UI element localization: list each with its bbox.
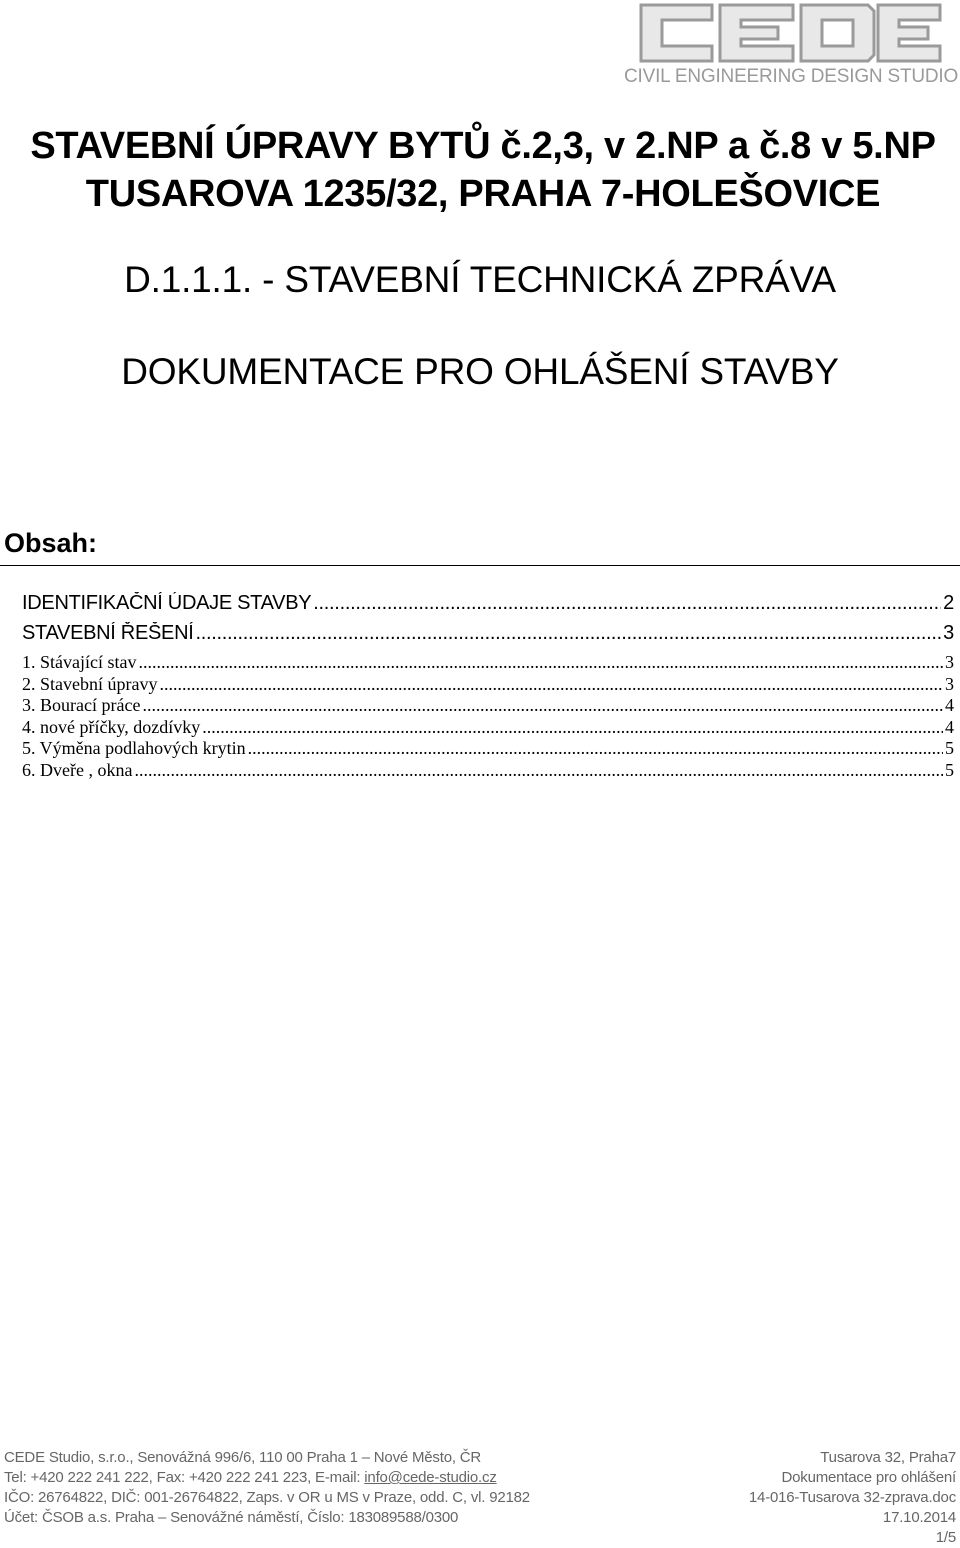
footer-file-name: 14-016-Tusarova 32-zprava.doc (748, 1489, 956, 1506)
footer-contact (4, 1468, 497, 1488)
footer-project-address: Tusarova 32, Praha7 (820, 1449, 956, 1466)
title-line-2: TUSAROVA 1235/32, PRAHA 7-HOLEŠOVICE (85, 173, 881, 215)
toc-entry-page: 5 (945, 759, 954, 780)
toc-entry-page: 4 (945, 695, 954, 715)
footer-page-number: 1/5 (935, 1529, 956, 1546)
toc-entry-page: 2 (943, 592, 954, 614)
toc-entry-label: IDENTIFIKAČNÍ ÚDAJE STAVBY (22, 592, 312, 614)
toc-entry[interactable] (22, 674, 954, 696)
toc-leader (202, 717, 943, 738)
toc-entry[interactable] (22, 695, 954, 717)
toc-leader (313, 592, 941, 615)
document-title (18, 122, 948, 218)
toc-heading: Obsah: (4, 528, 98, 558)
toc-entry-label: 4. nové příčky, dozdívky (22, 716, 201, 737)
logo-caption: CIVIL ENGINEERING DESIGN STUDIO (624, 66, 959, 87)
toc-entry[interactable] (22, 622, 954, 652)
footer-bank-account: Účet: ČSOB a.s. Praha – Senovážné náměstí, Číslo: 183089588/0300 (4, 1509, 459, 1526)
toc-entry[interactable] (22, 592, 954, 622)
toc-leader (248, 738, 943, 759)
toc-entry[interactable] (22, 717, 954, 739)
toc-leader (142, 695, 943, 716)
toc-entry-page: 5 (945, 738, 954, 758)
document-purpose: DOKUMENTACE PRO OHLÁŠENÍ STAVBY (121, 351, 839, 392)
toc-entry-label: STAVEBNÍ ŘEŠENÍ (22, 622, 194, 644)
cede-logo-mark (638, 2, 942, 64)
title-line-1: STAVEBNÍ ÚPRAVY BYTŮ č.2,3, v 2.NP a č.8 v 5.NP (30, 125, 936, 167)
footer-phone-fax: Tel: +420 222 241 222, Fax: +420 222 241 223, E-mail: (4, 1469, 365, 1486)
toc-entry-page: 3 (945, 673, 954, 694)
table-of-contents (22, 592, 954, 781)
footer-email-link[interactable]: info@cede-studio.cz (364, 1469, 497, 1486)
toc-entry-label: 2. Stavební úpravy (22, 673, 158, 694)
toc-entry[interactable] (22, 652, 954, 674)
toc-entry-label: 6. Dveře , okna (22, 759, 133, 780)
footer-date: 17.10.2014 (882, 1509, 956, 1526)
toc-leader (195, 622, 941, 645)
toc-leader (138, 652, 943, 673)
toc-entry[interactable] (22, 760, 954, 782)
footer-document-type: Dokumentace pro ohlášení (781, 1469, 956, 1486)
toc-leader (134, 760, 943, 781)
toc-entry-label: 3. Bourací práce (22, 695, 141, 715)
toc-entry-label: 1. Stávající stav (22, 652, 137, 672)
toc-divider (0, 565, 960, 566)
toc-entry-page: 3 (945, 652, 954, 672)
toc-entry-page: 3 (943, 622, 954, 644)
footer-company-address: CEDE Studio, s.r.o., Senovážná 996/6, 110 00 Praha 1 – Nové Město, ČR (4, 1449, 482, 1466)
company-logo (624, 0, 959, 90)
document-subtitle: D.1.1.1. - STAVEBNÍ TECHNICKÁ ZPRÁVA (124, 259, 836, 300)
toc-entry[interactable] (22, 738, 954, 760)
toc-entry-label: 5. Výměna podlahových krytin (22, 738, 246, 758)
toc-entry-page: 4 (945, 716, 954, 737)
footer-registration: IČO: 26764822, DIČ: 001-26764822, Zaps. v OR u MS v Praze, odd. C, vl. 92182 (4, 1489, 530, 1506)
toc-leader (159, 674, 943, 695)
